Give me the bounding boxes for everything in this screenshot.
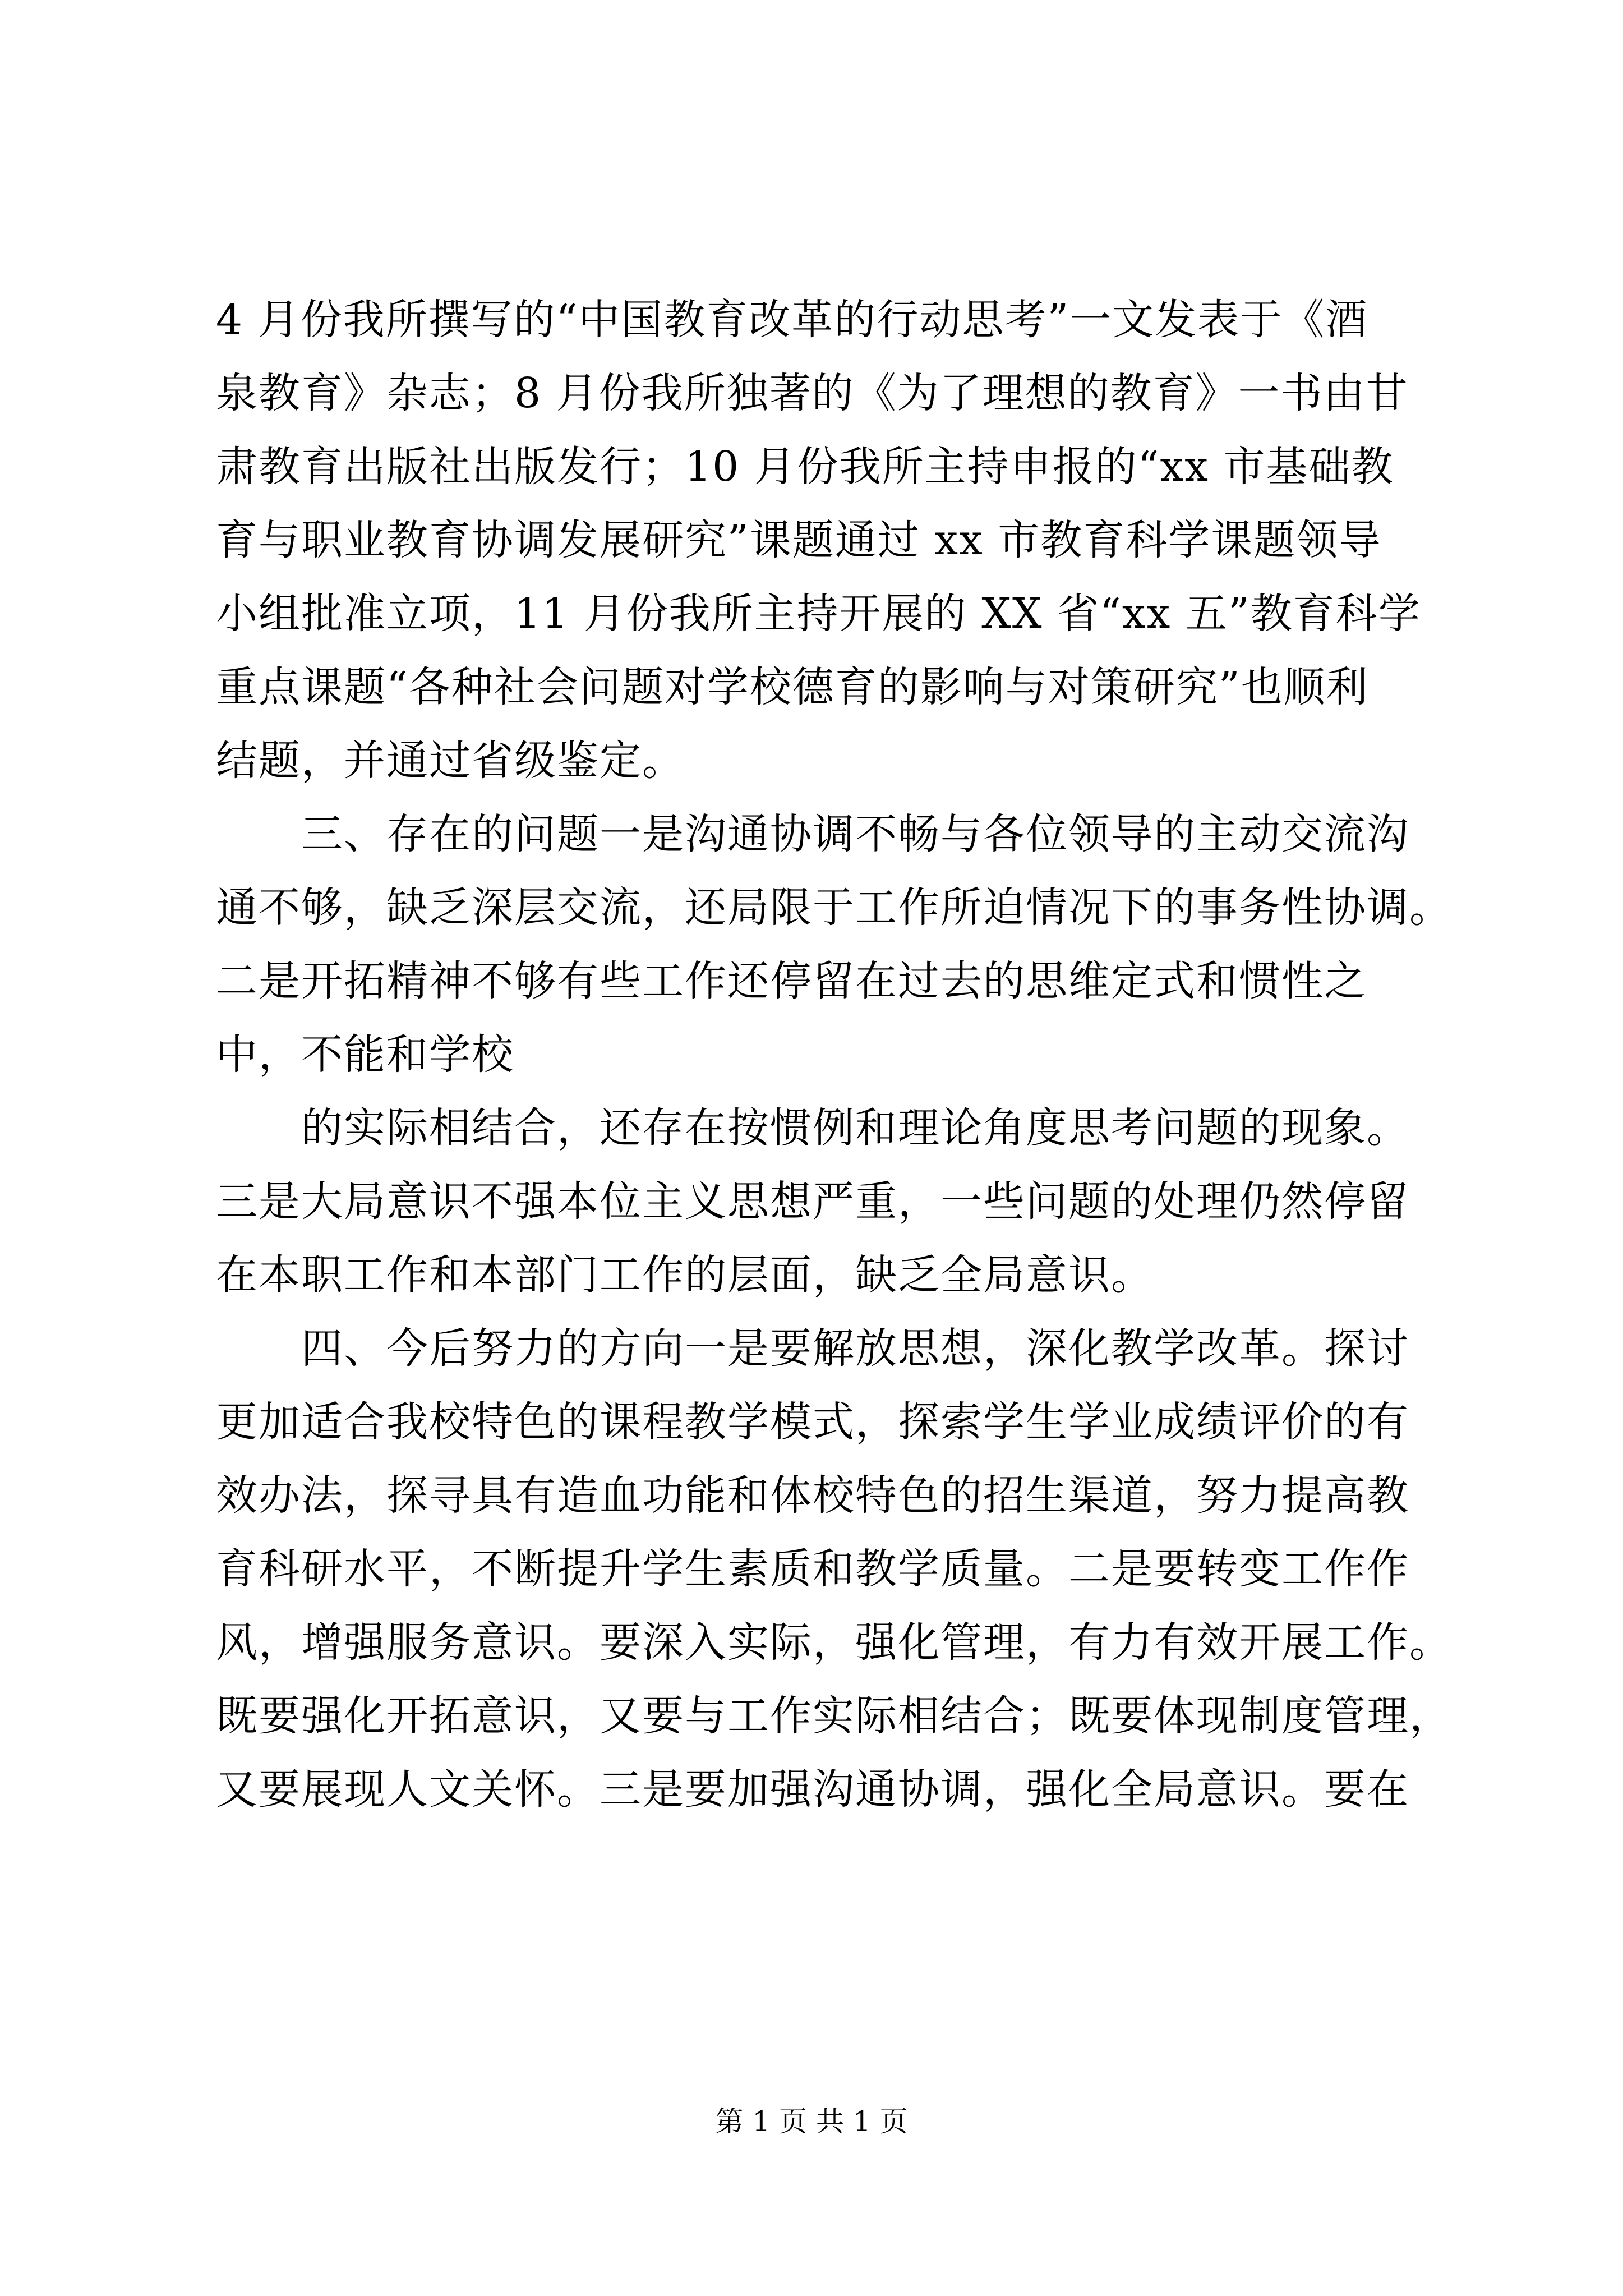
text-line: 风，增强服务意识。要深入实际，强化管理，有力有效开展工作。 [216,1618,1452,1667]
text-line: 结题，并通过省级鉴定。 [216,737,685,785]
paragraph-start-line: 的实际相结合，还存在按惯例和理论角度思考问题的现象。 [301,1104,1409,1152]
text-line: 更加适合我校特色的课程教学模式，探索学生学业成绩评价的有 [216,1398,1409,1446]
section-heading-line: 三、存在的问题一是沟通协调不畅与各位领导的主动交流沟 [301,810,1409,858]
text-line: 小组批准立项，11 月份我所主持开展的 XX 省“xx 五”教育科学 [216,590,1421,638]
page-number-footer: 第 1 页 共 1 页 [715,2105,908,2138]
text-line: 通不够，缺乏深层交流，还局限于工作所迫情况下的事务性协调。 [216,884,1452,932]
text-line: 又要展现人文关怀。三是要加强沟通协调，强化全局意识。要在 [216,1765,1409,1814]
text-line: 育科研水平，不断提升学生素质和教学质量。二是要转变工作作 [216,1545,1409,1593]
text-line: 既要强化开拓意识，又要与工作实际相结合；既要体现制度管理， [216,1692,1452,1740]
text-line: 泉教育》杂志；8 月份我所独著的《为了理想的教育》一书由甘 [216,369,1409,417]
text-line: 育与职业教育协调发展研究”课题通过 xx 市教育科学课题领导 [216,516,1382,564]
text-line: 4 月份我所撰写的“中国教育改革的行动思考”一文发表于《酒 [216,296,1368,344]
text-line: 中，不能和学校 [216,1030,514,1079]
text-line: 效办法，探寻具有造血功能和体校特色的招生渠道，努力提高教 [216,1471,1409,1520]
body-text [216,283,1452,1826]
text-line: 在本职工作和本部门工作的层面，缺乏全局意识。 [216,1251,1154,1299]
text-line: 三是大局意识不强本位主义思想严重，一些问题的处理仍然停留 [216,1177,1409,1226]
text-line: 重点课题“各种社会问题对学校德育的影响与对策研究”也顺利 [216,663,1369,711]
text-line: 二是开拓精神不够有些工作还停留在过去的思维定式和惯性之 [216,957,1367,1005]
text-line: 肃教育出版社出版发行；10 月份我所主持申报的“xx 市基础教 [216,443,1394,491]
section-heading-line: 四、今后努力的方向一是要解放思想，深化教学改革。探讨 [301,1324,1409,1373]
